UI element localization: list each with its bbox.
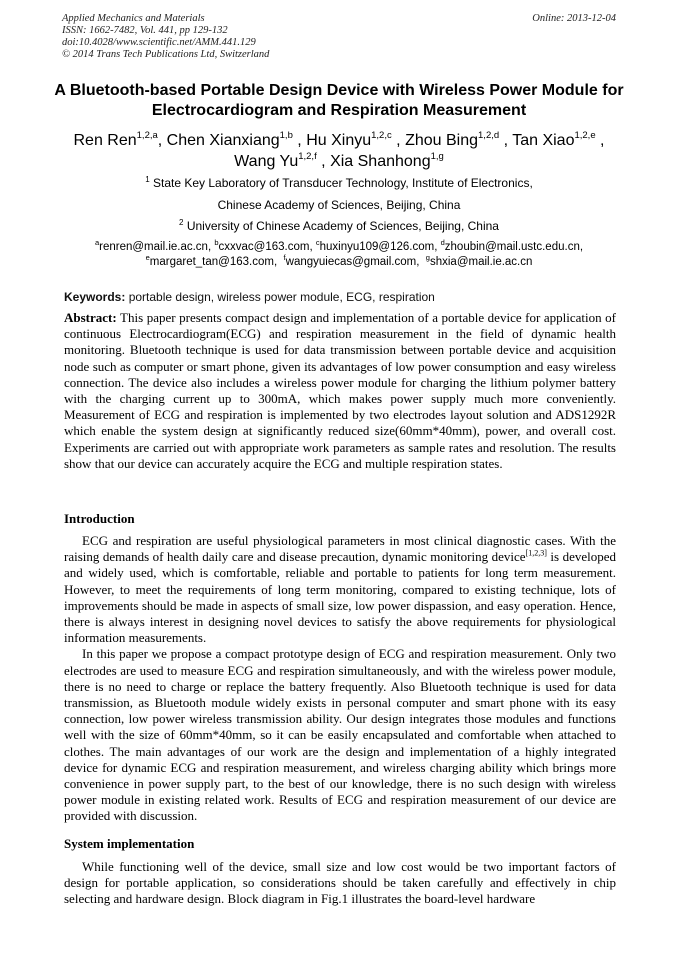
email-address: shxia@mail.ie.ac.cn bbox=[429, 256, 533, 268]
online-date: Online: 2013-12-04 bbox=[532, 13, 616, 24]
doi-line: doi:10.4028/www.scientific.net/AMM.441.129 bbox=[62, 37, 256, 48]
email-separator: , bbox=[434, 241, 441, 253]
citation-ref: [1,2,3] bbox=[525, 548, 547, 558]
author-name: Zhou Bing bbox=[405, 132, 479, 149]
email-separator: , bbox=[207, 241, 215, 253]
affiliation-2 bbox=[40, 219, 638, 233]
system-paragraph-1: While functioning well of the device, small size and low cost would be two important factors of design for portable application, so considerations should be taken carefully and effectively in chip selecting and hardware design. Block diagram in Fig.1 illustrates the board-level hardware bbox=[64, 859, 616, 907]
author-separator: , bbox=[316, 153, 331, 170]
author-affiliation-marker: 1,2,c bbox=[371, 129, 392, 141]
email-address: margaret_tan@163.com bbox=[149, 256, 274, 268]
keywords-text: portable design, wireless power module, ECG, respiration bbox=[128, 290, 435, 304]
email-marker: c bbox=[315, 238, 320, 248]
system-implementation-body bbox=[64, 859, 616, 908]
email-address: cxxvac@163.com bbox=[218, 241, 310, 253]
keywords-label: Keywords: bbox=[64, 290, 126, 304]
affiliation-1-line-2: Chinese Academy of Sciences, Beijing, China bbox=[217, 198, 461, 212]
intro-p1-start: ECG and respiration are useful physiological parameters in most clinical diagnostic cases. With the raising demands of health daily care and disease precaution, dynamic monitoring device bbox=[64, 533, 616, 565]
author-separator: , bbox=[595, 132, 605, 149]
author-affiliation-marker: 1,2,f bbox=[298, 150, 317, 162]
affiliation-1-marker: 1 bbox=[145, 175, 150, 184]
author-separator: , bbox=[157, 132, 167, 149]
email-address: huxinyu109@126.com bbox=[319, 241, 435, 253]
introduction-paragraph-2: In this paper we propose a compact prototype design of ECG and respiration measurement. Only two electrodes are used to measure ECG and respiration simultaneously, and with the wireless power module, there is no need to charge or replace the battery frequently. Also Bluetooth technique is used for data transmission, as Bluetooth module widely exists in personal computer and smart phone with its easy connection, low power wireless transmission ability. Our design integrates those modules and functions well with the size of 60mm*40mm, so it can be easily encapsulated and comfortable when attached to clothes. The main advantages of our work are the design and implementation of a highly integrated device for dynamic ECG and respiration measurement, and wireless charging ability which brings more convenience in power supply part, to the best of our knowledge, there is no such design with wireless power module in existing related work. Results of ECG and respiration measurement of our device are provided with discussion. bbox=[64, 646, 616, 824]
email-marker: e bbox=[145, 253, 150, 263]
email-separator: , bbox=[309, 241, 316, 253]
author-affiliation-marker: 1,2,d bbox=[478, 129, 500, 141]
paper-title: A Bluetooth-based Portable Design Device with Wireless Power Module for Electrocardiogram and Respiration Measurement bbox=[54, 82, 624, 119]
author-name: Wang Yu bbox=[234, 153, 299, 170]
author-affiliation-marker: 1,b bbox=[279, 129, 293, 141]
email-marker: g bbox=[425, 253, 430, 263]
author-list bbox=[40, 130, 638, 172]
affiliation-2-marker: 2 bbox=[179, 218, 184, 227]
intro-p1-end: is developed and widely used, which is comfortable, reliable and portable to patients for long term measurement. However, to meet the requirements of long term monitoring, compared to existing technique, lots of improvements should be made in aspects of small size, low power dispassion, and easy operation. Hence, there is always interest in designing novel devices to satisfy the above requirements for physiological information measurements. bbox=[64, 549, 617, 646]
abstract-label: Abstract: bbox=[64, 310, 117, 325]
email-marker: f bbox=[283, 253, 286, 263]
introduction-paragraph-1 bbox=[64, 533, 616, 646]
abstract-text: This paper presents compact design and implementation of a portable device for application of continuous Electrocardiogram(ECG) and respiration measurement in the field of dynamic health monitoring. Bluetooth technique is used for data transmission between portable device and acquisition node such as computer or smart phone, given its advantages of low power consumption and easy wireless connection. The device also includes a wireless power module for charging the lithium polymer battery with the charging current up to 300mA, which makes power supply much more conveniently. Measurement of ECG and respiration is implemented by two electrodes layout solution and ADS1292R which enable the system design at significantly reduced size(60mm*40mm), power, and overall cost. Experiments are carried out with appropriate work parameters as sample rates and resolution. The results show that our device can accurately acquire the ECG and multiple respiration states. bbox=[64, 310, 617, 471]
email-list bbox=[40, 240, 638, 270]
email-address: wangyuiecas@gmail.com bbox=[285, 256, 417, 268]
abstract-block bbox=[64, 310, 616, 472]
affiliation-1-line-1: State Key Laboratory of Transducer Technology, Institute of Electronics, bbox=[153, 176, 533, 190]
copyright-line: © 2014 Trans Tech Publications Ltd, Switzerland bbox=[62, 49, 270, 60]
author-separator: , bbox=[391, 132, 406, 149]
author-name: Ren Ren bbox=[73, 132, 137, 149]
author-affiliation-marker: 1,2,e bbox=[574, 129, 596, 141]
email-address: zhoubin@mail.ustc.edu.cn, bbox=[444, 241, 584, 253]
author-separator: , bbox=[499, 132, 513, 149]
email-separator: , bbox=[273, 256, 284, 268]
introduction-body bbox=[64, 533, 616, 825]
email-address: renren@mail.ie.ac.cn bbox=[99, 241, 208, 253]
email-marker: a bbox=[94, 238, 100, 248]
author-affiliation-marker: 1,2,a bbox=[136, 129, 158, 141]
issn-line: ISSN: 1662-7482, Vol. 441, pp 129-132 bbox=[62, 25, 228, 36]
author-separator: , bbox=[292, 132, 307, 149]
email-marker: d bbox=[440, 238, 445, 248]
journal-name: Applied Mechanics and Materials bbox=[62, 13, 205, 24]
author-name: Hu Xinyu bbox=[306, 132, 372, 149]
email-marker: b bbox=[214, 238, 219, 248]
system-implementation-heading: System implementation bbox=[64, 836, 195, 851]
author-name: Tan Xiao bbox=[512, 132, 575, 149]
journal-header bbox=[62, 13, 616, 61]
affiliation-1 bbox=[40, 176, 638, 212]
keywords-block bbox=[64, 290, 616, 305]
email-separator: , bbox=[416, 256, 426, 268]
author-name: Chen Xianxiang bbox=[166, 132, 280, 149]
introduction-heading: Introduction bbox=[64, 511, 135, 526]
author-name: Xia Shanhong bbox=[330, 153, 431, 170]
author-affiliation-marker: 1,g bbox=[430, 150, 444, 162]
affiliation-2-line-1: University of Chinese Academy of Sciences, Beijing, China bbox=[186, 219, 499, 233]
